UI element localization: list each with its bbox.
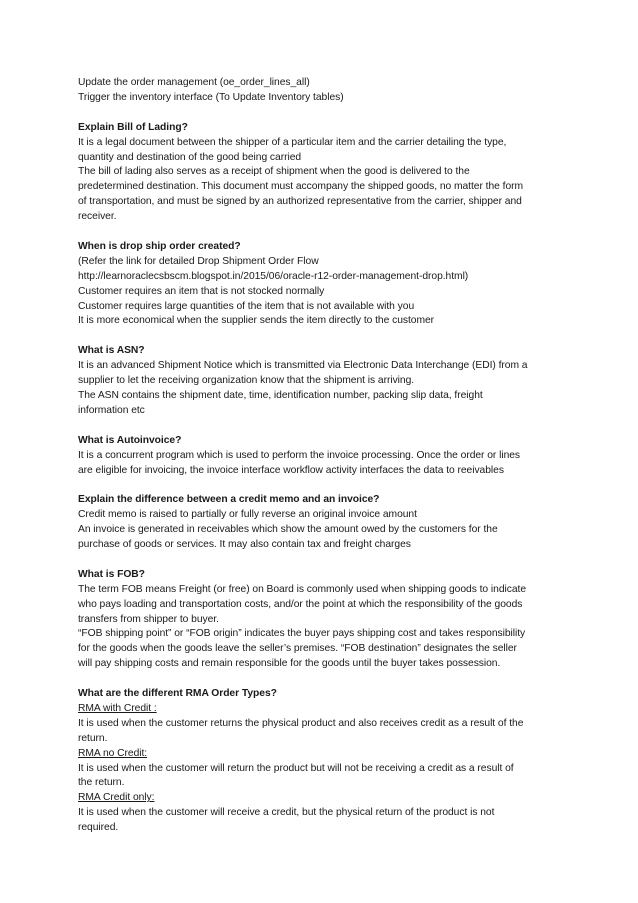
section-credit-memo [78, 493, 568, 553]
text-line: It is an advanced Shipment Notice which is transmitted via Electronic Data Interchange (EDI) from a [78, 360, 528, 372]
text-line: purchase of goods or services. It may also contain tax and freight charges [78, 539, 411, 551]
section-heading: What is Autoinvoice? [78, 434, 182, 446]
text-line: are eligible for invoicing, the invoice interface workflow activity interfaces the data to reeivables [78, 464, 504, 476]
section-heading: What is ASN? [78, 345, 145, 357]
intro-block [78, 76, 568, 106]
section-heading: What is FOB? [78, 568, 145, 580]
section-drop-ship [78, 240, 568, 329]
text-line: The bill of lading also serves as a receipt of shipment when the good is delivered to the [78, 166, 470, 178]
text-line: An invoice is generated in receivables which show the amount owed by the customers for the [78, 524, 498, 536]
text-line: The term FOB means Freight (or free) on Board is commonly used when shipping goods to indicate [78, 583, 527, 595]
text-line: It is a concurrent program which is used to perform the invoice processing. Once the order or lines [78, 449, 521, 461]
text-line: return. [78, 732, 108, 744]
text-line: Update the order management (oe_order_lines_all) [78, 77, 310, 88]
section-autoinvoice [78, 434, 568, 479]
document-page [78, 76, 568, 836]
section-fob [78, 568, 568, 672]
section-rma-order-types [78, 687, 568, 836]
text-line: It is used when the customer will receive a credit, but the physical return of the product is not [78, 807, 495, 819]
text-line: predetermined destination. This document must accompany the shipped goods, no matter the form [78, 181, 524, 193]
text-line: for the goods when the goods leave the seller’s premises. “FOB destination” designates the seller [78, 643, 517, 655]
section-bill-of-lading [78, 121, 568, 225]
section-heading: Explain Bill of Lading? [78, 121, 188, 133]
text-line: information etc [78, 404, 145, 416]
text-line: supplier to let the receiving organization know that the shipment is arriving. [78, 375, 415, 387]
text-line: quantity and destination of the good being carried [78, 151, 302, 163]
text-line: receiver. [78, 211, 117, 223]
text-line: the return. [78, 777, 125, 789]
text-line: transfers from shipper to buyer. [78, 613, 219, 625]
text-line: will pay shipping costs and remain responsible for the goods until the buyer takes possession. [78, 658, 501, 670]
text-line: Customer requires large quantities of the item that is not available with you [78, 300, 415, 312]
section-heading: What are the different RMA Order Types? [78, 688, 277, 700]
rma-type-title: RMA Credit only: [78, 792, 155, 804]
text-line: Customer requires an item that is not stocked normally [78, 285, 325, 297]
text-line: It is used when the customer returns the physical product and also receives credit as a result of the [78, 717, 524, 729]
section-asn [78, 344, 568, 419]
rma-type-title: RMA no Credit: [78, 747, 148, 759]
text-line: Trigger the inventory interface (To Update Inventory tables) [78, 91, 344, 103]
text-line: who pays loading and transportation costs, and/or the point at which the responsibility of the goods [78, 598, 523, 610]
text-line: http://learnoraclecsbscm.blogspot.in/2015/06/oracle-r12-order-management-drop.html) [78, 270, 469, 282]
text-line: It is used when the customer will return the product but will not be receiving a credit as a result of [78, 762, 514, 774]
text-line: of transportation, and must be signed by an authorized representative from the carrier, shipper and [78, 196, 522, 208]
rma-type-title: RMA with Credit : [78, 702, 157, 714]
text-line: Credit memo is raised to partially or fully reverse an original invoice amount [78, 509, 417, 521]
text-line: “FOB shipping point” or “FOB origin” indicates the buyer pays shipping cost and takes responsibility [78, 628, 526, 640]
section-heading: Explain the difference between a credit memo and an invoice? [78, 494, 380, 506]
section-heading: When is drop ship order created? [78, 240, 241, 252]
text-line: The ASN contains the shipment date, time, identification number, packing slip data, freight [78, 389, 483, 401]
text-line: (Refer the link for detailed Drop Shipment Order Flow [78, 255, 319, 267]
text-line: required. [78, 822, 119, 834]
text-line: It is more economical when the supplier sends the item directly to the customer [78, 315, 435, 327]
text-line: It is a legal document between the shipper of a particular item and the carrier detailing the type, [78, 136, 507, 148]
